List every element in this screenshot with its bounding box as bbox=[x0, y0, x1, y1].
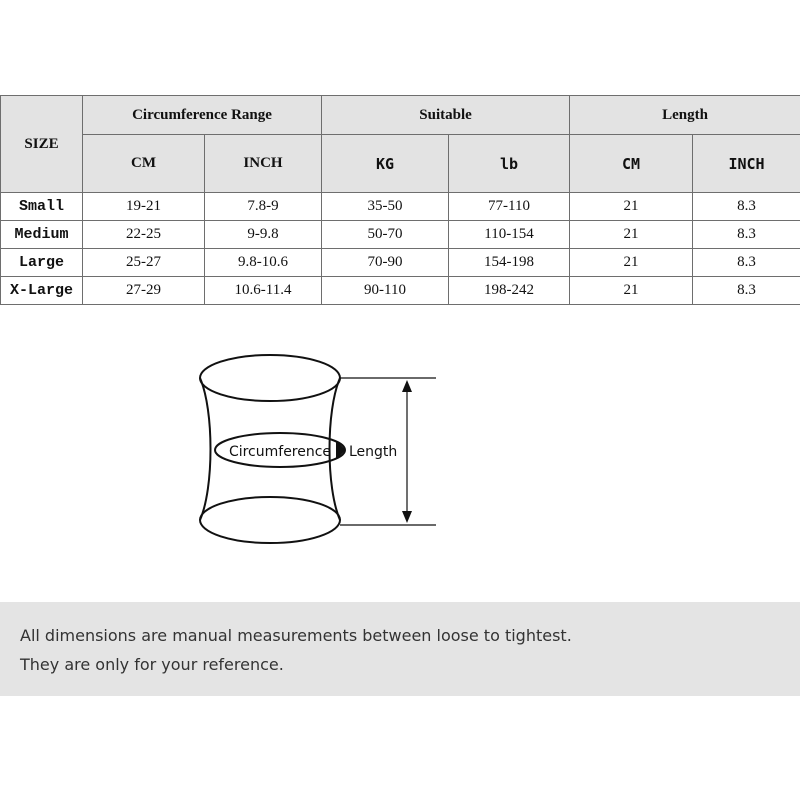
size-cell: X-Large bbox=[1, 277, 83, 305]
circ-cm-cell: 25-27 bbox=[83, 249, 205, 277]
tube-left-side bbox=[200, 378, 211, 520]
tube-bottom-ellipse bbox=[200, 497, 340, 543]
size-cell: Medium bbox=[1, 221, 83, 249]
length-label: Length bbox=[349, 444, 398, 460]
lb-header: lb bbox=[449, 135, 570, 193]
kg-cell: 50-70 bbox=[322, 221, 449, 249]
kg-header: KG bbox=[322, 135, 449, 193]
table-row bbox=[1, 221, 800, 249]
circ-cm-header: CM bbox=[83, 135, 205, 193]
length-header: Length bbox=[570, 96, 800, 135]
tube-top-ellipse bbox=[200, 355, 340, 401]
len-cm-cell: 21 bbox=[570, 277, 693, 305]
lb-cell: 77-110 bbox=[449, 193, 570, 221]
len-inch-cell: 8.3 bbox=[693, 221, 800, 249]
circumference-label: Circumference bbox=[228, 444, 332, 460]
len-inch-header: INCH bbox=[693, 135, 800, 193]
lb-cell: 110-154 bbox=[449, 221, 570, 249]
circ-inch-cell: 10.6-11.4 bbox=[205, 277, 322, 305]
circ-inch-cell: 9-9.8 bbox=[205, 221, 322, 249]
circumference-range-header: Circumference Range bbox=[83, 96, 322, 135]
note-line-1: All dimensions are manual measurements between loose to tightest. bbox=[20, 626, 572, 645]
size-chart-table bbox=[0, 95, 800, 305]
len-inch-cell: 8.3 bbox=[693, 193, 800, 221]
size-cell: Large bbox=[1, 249, 83, 277]
length-arrowhead-top bbox=[402, 380, 412, 392]
table-row bbox=[1, 193, 800, 221]
kg-cell: 35-50 bbox=[322, 193, 449, 221]
len-cm-cell: 21 bbox=[570, 193, 693, 221]
size-cell: Small bbox=[1, 193, 83, 221]
kg-cell: 70-90 bbox=[322, 249, 449, 277]
measurement-note bbox=[0, 602, 800, 696]
table-row bbox=[1, 249, 800, 277]
note-line-2: They are only for your reference. bbox=[20, 655, 284, 674]
len-cm-cell: 21 bbox=[570, 221, 693, 249]
len-inch-cell: 8.3 bbox=[693, 249, 800, 277]
suitable-header: Suitable bbox=[322, 96, 570, 135]
circ-cm-cell: 19-21 bbox=[83, 193, 205, 221]
table-row bbox=[1, 277, 800, 305]
circ-cm-cell: 22-25 bbox=[83, 221, 205, 249]
len-cm-header: CM bbox=[570, 135, 693, 193]
kg-cell: 90-110 bbox=[322, 277, 449, 305]
circ-inch-cell: 9.8-10.6 bbox=[205, 249, 322, 277]
lb-cell: 154-198 bbox=[449, 249, 570, 277]
len-cm-cell: 21 bbox=[570, 249, 693, 277]
len-inch-cell: 8.3 bbox=[693, 277, 800, 305]
lb-cell: 198-242 bbox=[449, 277, 570, 305]
size-header: SIZE bbox=[1, 96, 83, 193]
circ-cm-cell: 27-29 bbox=[83, 277, 205, 305]
circ-inch-cell: 7.8-9 bbox=[205, 193, 322, 221]
length-arrowhead-bottom bbox=[402, 511, 412, 523]
circ-inch-header: INCH bbox=[205, 135, 322, 193]
measurement-diagram bbox=[190, 340, 450, 550]
